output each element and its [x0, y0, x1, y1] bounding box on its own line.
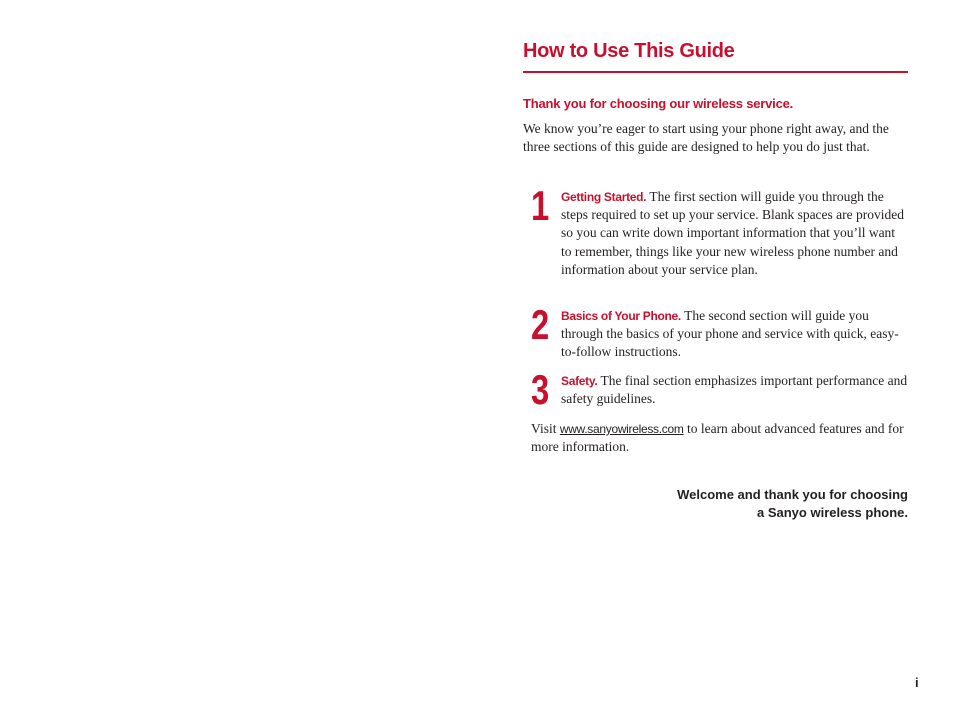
- page-number: i: [915, 675, 919, 690]
- section-lead: Getting Started.: [561, 190, 647, 204]
- section-lead: Safety.: [561, 374, 598, 388]
- section-text: [561, 307, 908, 362]
- closing-message: [600, 486, 908, 522]
- section-body: The first section will guide you through the steps required to set up your service. Blank spaces are provided so you can write down important information that you’ll want to remember, things like your new wireless phone number and information about your service plan.: [561, 189, 905, 277]
- visit-suffix: to learn about advanced features and for more information.: [531, 421, 904, 455]
- section-number: 1: [531, 182, 550, 229]
- section-number: 3: [531, 366, 550, 413]
- section-text: [561, 372, 908, 408]
- section-body: The second section will guide you through the basics of your phone and service with quick, easy-to-follow instructions.: [561, 308, 899, 360]
- visit-paragraph: [531, 420, 911, 456]
- section-lead: Basics of Your Phone.: [561, 309, 681, 323]
- page-title: How to Use This Guide: [523, 40, 735, 62]
- intro-paragraph: We know you’re eager to start using your phone right away, and the three sections of this guide are designed to help you do just that.: [523, 121, 889, 155]
- visit-prefix: Visit: [531, 421, 560, 436]
- section-text: [561, 188, 908, 279]
- closing-line-2: a Sanyo wireless phone.: [757, 505, 908, 520]
- website-link[interactable]: www.sanyowireless.com: [559, 422, 684, 436]
- subheading: Thank you for choosing our wireless service.: [523, 96, 794, 111]
- closing-line-1: Welcome and thank you for choosing: [677, 487, 908, 502]
- title-rule: [523, 71, 908, 73]
- section-body: The final section emphasizes important performance and safety guidelines.: [561, 373, 908, 407]
- section-number: 2: [531, 301, 550, 348]
